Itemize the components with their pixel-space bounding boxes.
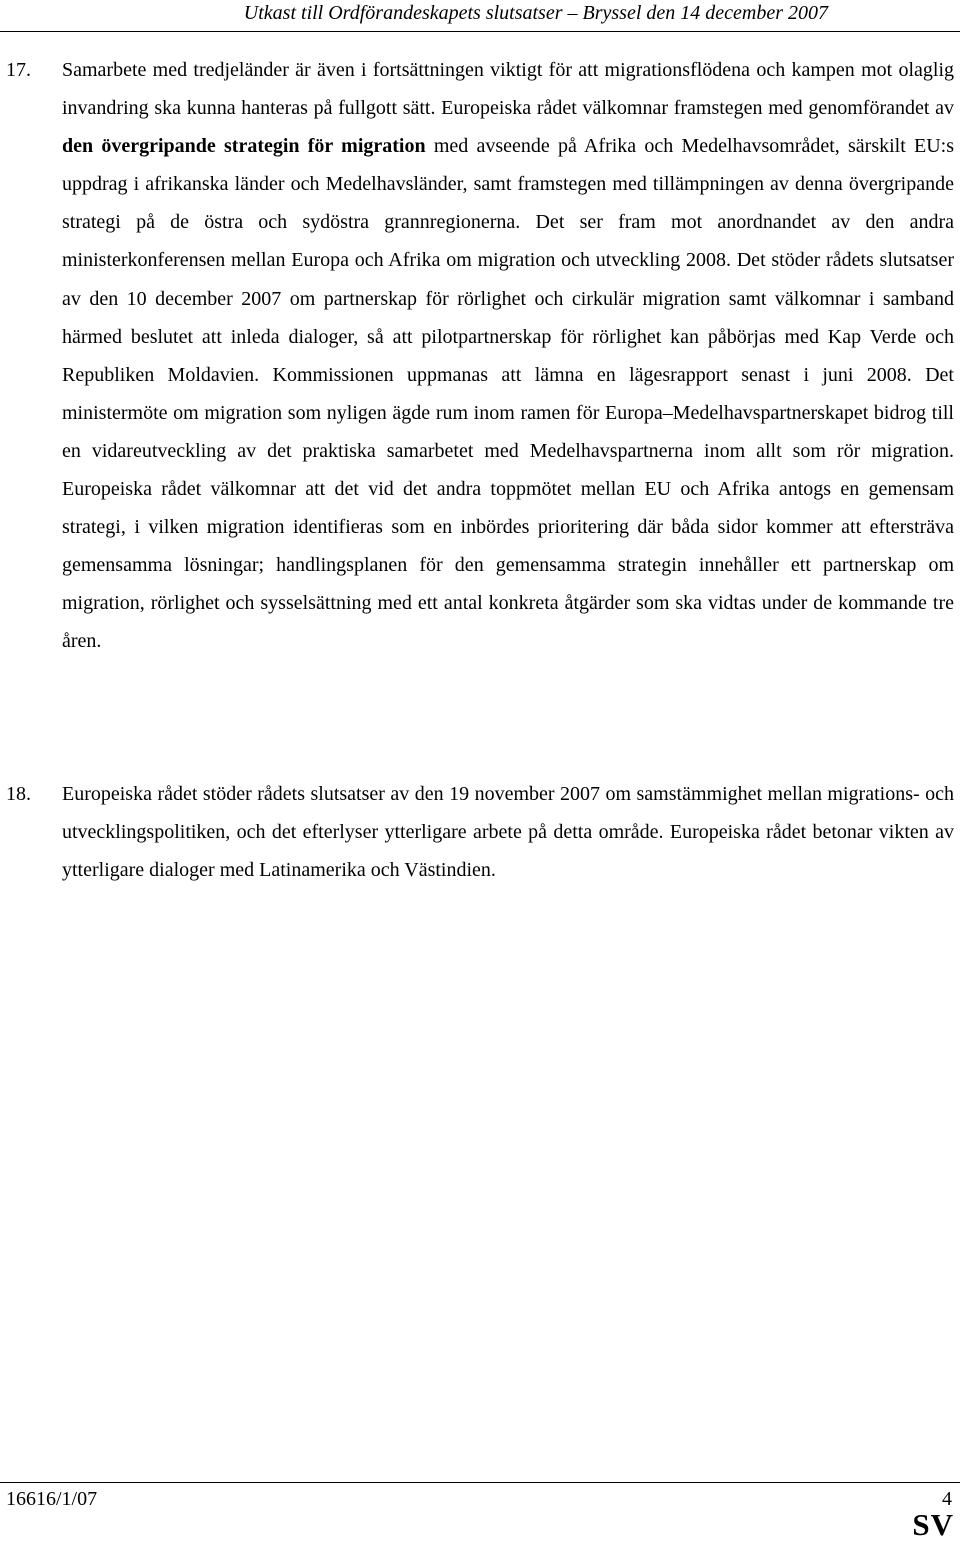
document-number: 16616/1/07 <box>6 1488 98 1510</box>
bold-strategy-phrase: den övergripande strategin för migration <box>62 135 426 158</box>
paragraph-text-end: med avseende på Afrika och Medelhavsområdet, särskilt EU:s uppdrag i afrikanska länder och Medelhavsländer, samt framstegen med tillämpningen av denna övergripande strategi på de östra och sydöstra grannregionerna. Det ser fram mot anordnandet av den andra ministerkonferensen mellan Europa och Afrika om migration och utveckling 2008. Det stöder rådets slutsatser av den 10 december 2007 om partnerskap för rörlighet och cirkulär migration samt välkomnar i samband härmed beslutet att inleda dialoger, så att pilotpartnerskap för rörlighet kan påbörjas med Kap Verde och Republiken Moldavien. Kommissionen uppmanas att lämna en lägesrapport senast i juni 2008. Det ministermöte om migration som nyligen ägde rum inom ramen för Europa–Medelhavspartnerskapet bidrog till en vidareutveckling av det praktiska samarbetet med Medelhavspartnerna inom allt som rör migration. Europeiska rådet välkomnar att det vid det andra toppmötet mellan EU och Afrika antogs en gemensam strategi, i vilken migration identifieras som en inbördes prioritering där båda sidor kommer att eftersträva gemensamma lösningar; handlingsplanen för den gemensamma strategin innehåller ett partnerskap om migration, rörlighet och sysselsättning med ett antal konkreta åtgärder som ska vidtas under de kommande tre åren. <box>62 135 954 653</box>
paragraph-text <box>62 51 954 661</box>
paragraph-18 <box>0 775 954 889</box>
header-rule <box>0 31 960 32</box>
paragraph-text: Europeiska rådet stöder rådets slutsatser av den 19 november 2007 om samstämmighet mellan migrations- och utvecklingspolitiken, och det efterlyser ytterligare arbete på detta område. Europeiska rådet betonar vikten av ytterligare dialoger med Latinamerika och Västindien. <box>62 783 954 882</box>
page-number: 4 <box>942 1488 952 1510</box>
footer-rule <box>0 1482 960 1483</box>
paragraph-number: 18. <box>6 783 31 805</box>
paragraph-17 <box>0 51 954 661</box>
language-code: SV <box>912 1507 954 1542</box>
paragraph-text-start: Samarbete med tredjeländer är även i fortsättningen viktigt för att migrationsflödena och kampen mot olaglig invandring ska kunna hanteras på fullgott sätt. Europeiska rådet välkomnar framstegen med genomförandet av <box>62 59 954 120</box>
paragraph-number: 17. <box>6 59 31 81</box>
running-header: Utkast till Ordförandeskapets slutsatser – Bryssel den 14 december 2007 <box>243 2 828 24</box>
